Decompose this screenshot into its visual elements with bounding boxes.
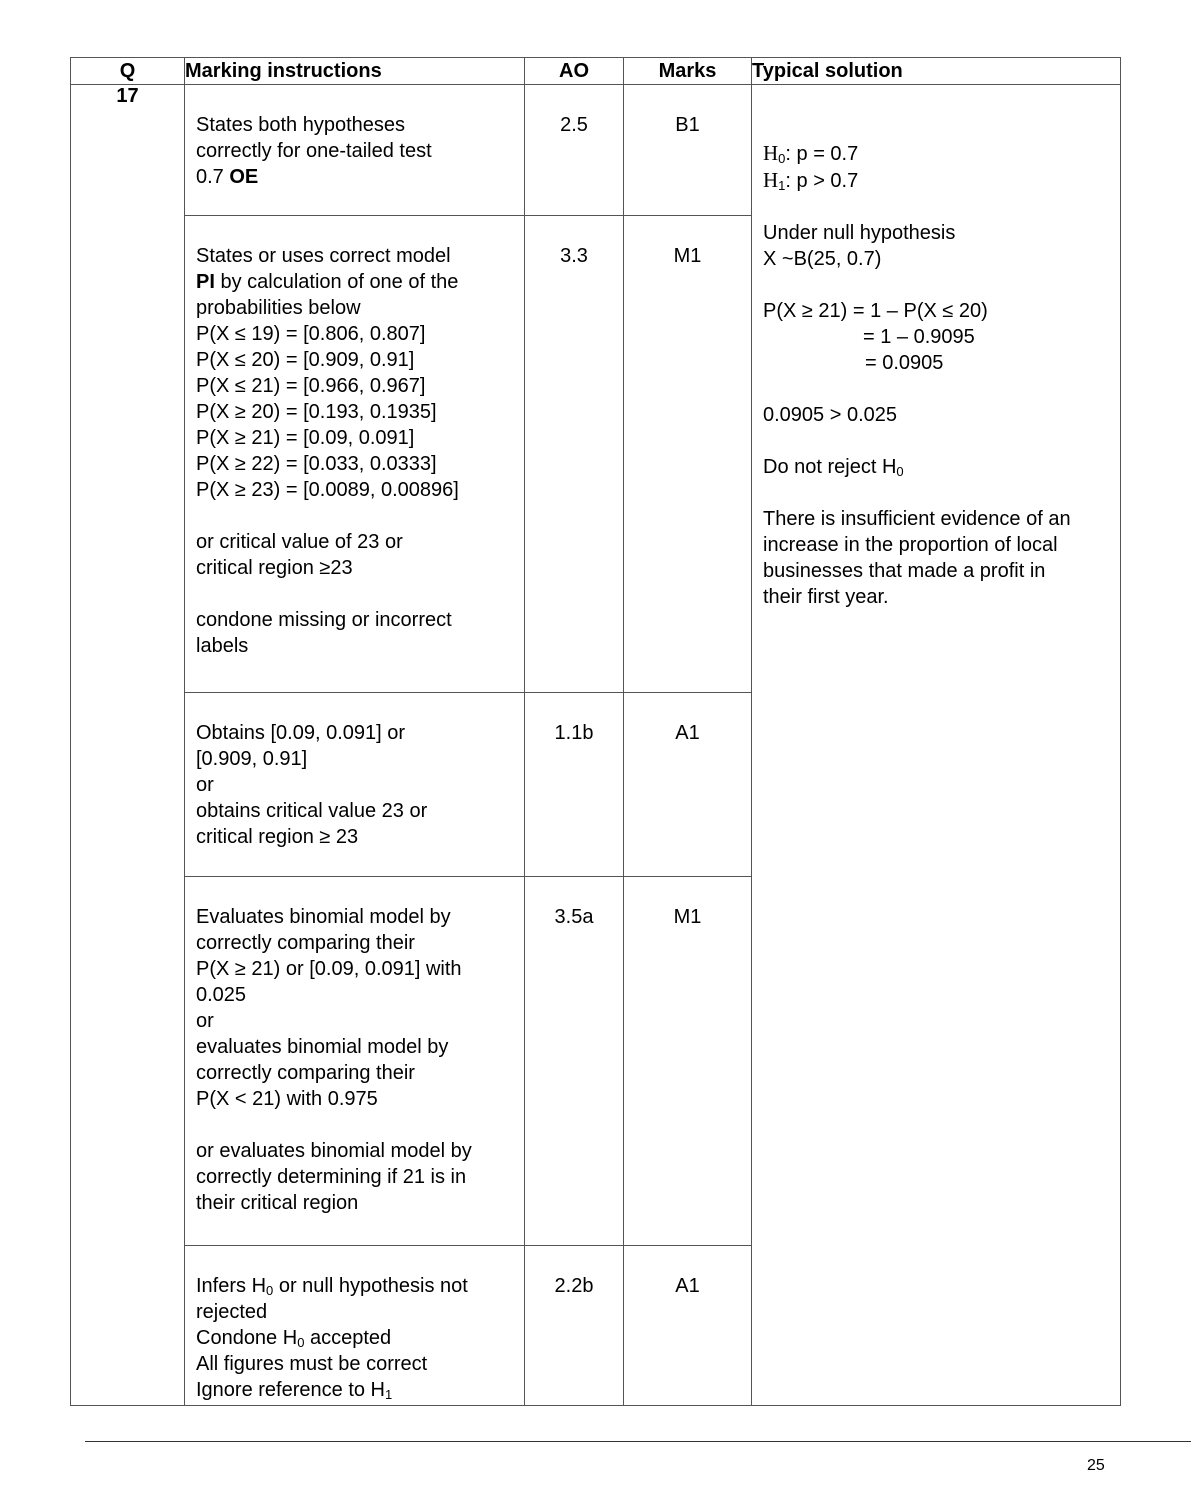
probability-line: P(X ≥ 21) = [0.09, 0.091] xyxy=(196,427,415,449)
instruction-line: States or uses correct model xyxy=(196,245,451,267)
marks-cell: B1 xyxy=(624,85,752,216)
solution-line: 0.0905 > 0.025 xyxy=(763,404,898,426)
instruction-line: rejected xyxy=(196,1301,268,1323)
instruction-line: correctly comparing their xyxy=(196,932,415,954)
instruction-line: or xyxy=(196,1010,214,1032)
ao-cell: 3.3 xyxy=(525,216,624,693)
solution-line: $H_0$: p = 0.7 xyxy=(763,141,859,166)
table-row xyxy=(71,85,1121,216)
marking-instruction-cell xyxy=(185,216,525,693)
marking-instruction-cell xyxy=(185,85,525,216)
solution-line: X ~B(25, 0.7) xyxy=(763,248,882,270)
probability-line: P(X ≥ 20) = [0.193, 0.1935] xyxy=(196,401,437,423)
instruction-line: correctly comparing their xyxy=(196,1062,415,1084)
instruction-line: [0.909, 0.91] xyxy=(196,748,308,770)
probability-line: P(X ≤ 20) = [0.909, 0.91] xyxy=(196,349,415,371)
solution-line: their first year. xyxy=(763,586,889,608)
marks-cell: M1 xyxy=(624,216,752,693)
marks-cell: A1 xyxy=(624,693,752,877)
instruction-line: Obtains [0.09, 0.091] or xyxy=(196,722,406,744)
instruction-line: evaluates binomial model by xyxy=(196,1036,449,1058)
instruction-line: P(X < 21) with 0.975 xyxy=(196,1088,378,1110)
instruction-line: PI by calculation of one of the xyxy=(196,271,459,293)
instruction-line: All figures must be correct xyxy=(196,1353,428,1375)
instruction-line: correctly determining if 21 is in xyxy=(196,1166,467,1188)
probability-line: P(X ≥ 23) = [0.0089, 0.00896] xyxy=(196,479,459,501)
marking-instruction-cell xyxy=(185,877,525,1246)
solution-line: increase in the proportion of local xyxy=(763,534,1058,556)
instruction-line: P(X ≥ 21) or [0.09, 0.091] with xyxy=(196,958,462,980)
probability-line: P(X ≤ 21) = [0.966, 0.967] xyxy=(196,375,426,397)
instruction-line: 0.025 xyxy=(196,984,247,1006)
ao-cell: 2.5 xyxy=(525,85,624,216)
instruction-line: condone missing or incorrect xyxy=(196,609,452,631)
instruction-line: States both hypotheses xyxy=(196,114,406,136)
footer-divider xyxy=(85,1441,1191,1442)
solution-line: = 0.0905 xyxy=(865,352,944,374)
instruction-line: or critical value of 23 or xyxy=(196,531,403,553)
marking-instruction-cell xyxy=(185,693,525,877)
ao-cell: 1.1b xyxy=(525,693,624,877)
instruction-line: labels xyxy=(196,635,249,657)
page-number: 25 xyxy=(1087,1457,1105,1474)
probability-line: P(X ≤ 19) = [0.806, 0.807] xyxy=(196,323,426,345)
question-number: 17 xyxy=(71,85,185,1406)
instruction-line: Condone $H_0$ accepted xyxy=(196,1327,392,1350)
ao-cell: 2.2b xyxy=(525,1246,624,1406)
header-row xyxy=(71,58,1121,85)
marking-instruction-cell xyxy=(185,1246,525,1406)
header-marks: Marks xyxy=(624,58,752,85)
header-q: Q xyxy=(71,58,185,85)
marks-cell: M1 xyxy=(624,877,752,1246)
solution-line: Under null hypothesis xyxy=(763,222,956,244)
ao-cell: 3.5a xyxy=(525,877,624,1246)
instruction-line: Evaluates binomial model by xyxy=(196,906,451,928)
instruction-line: critical region ≥ 23 xyxy=(196,826,359,848)
header-marking-instructions: Marking instructions xyxy=(185,58,525,85)
solution-line: There is insufficient evidence of an xyxy=(763,508,1071,530)
instruction-line: critical region ≥23 xyxy=(196,557,353,579)
instruction-line: Infers $H_0$ or null hypothesis not xyxy=(196,1275,468,1298)
solution-line: Do not reject $H_0$ xyxy=(763,456,904,479)
instruction-line: Ignore reference to $H_1$ xyxy=(196,1379,393,1402)
solution-line: P(X ≥ 21) = 1 – P(X ≤ 20) xyxy=(763,300,988,322)
instruction-line: their critical region xyxy=(196,1192,359,1214)
header-typical-solution: Typical solution xyxy=(752,58,1121,85)
instruction-line: or xyxy=(196,774,214,796)
solution-line: $H_1$: p > 0.7 xyxy=(763,168,859,193)
instruction-line: or evaluates binomial model by xyxy=(196,1140,472,1162)
typical-solution-cell xyxy=(752,85,1121,1406)
instruction-line: probabilities below xyxy=(196,297,361,319)
header-ao: AO xyxy=(525,58,624,85)
marking-scheme-table xyxy=(70,57,1121,1406)
solution-line: = 1 – 0.9095 xyxy=(863,326,975,348)
marks-cell: A1 xyxy=(624,1246,752,1406)
instruction-line: correctly for one-tailed test xyxy=(196,140,432,162)
probability-line: P(X ≥ 22) = [0.033, 0.0333] xyxy=(196,453,437,475)
solution-line: businesses that made a profit in xyxy=(763,560,1046,582)
instruction-line: obtains critical value 23 or xyxy=(196,800,428,822)
instruction-line: 0.7 OE xyxy=(196,166,259,188)
